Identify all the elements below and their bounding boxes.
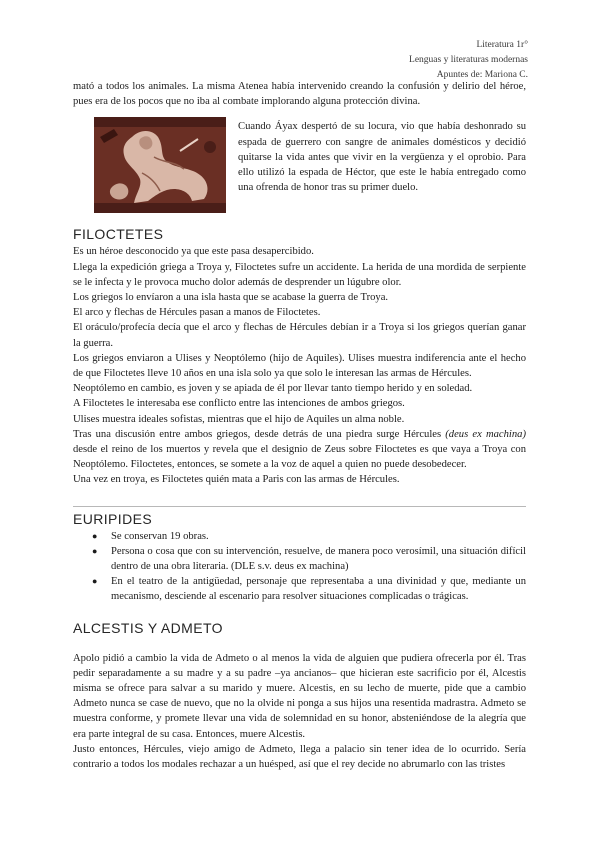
filoctetes-paragraph: El arco y flechas de Hércules pasan a manos de Filoctetes. xyxy=(73,307,321,319)
section-title-euripides: EURIPIDES xyxy=(73,510,153,527)
filoctetes-paragraph: Neoptólemo en cambio, es joven y se apiada de él por llevar tanto tiempo herido y en soledad. xyxy=(73,383,473,395)
list-item xyxy=(92,544,526,574)
list-item-text: Se conservan 19 obras. xyxy=(111,530,209,542)
deus-text-after: desde el reino de los muertos y revela que el designio de Zeus sobre Filoctetes es que vaya a Troya con Neoptólemo. Filoctetes, entonces, se somete a la voz de aquel a quien no puede desobedecer. xyxy=(73,444,526,471)
header-author: Apuntes de: Mariona C. xyxy=(436,70,528,80)
section-title-filoctetes: FILOCTETES xyxy=(73,226,164,243)
page-header xyxy=(409,38,528,83)
ajax-vase-image xyxy=(94,117,226,213)
header-course: Literatura 1r° xyxy=(476,40,528,50)
deus-text-before: Tras una discusión entre ambos griegos, desde detrás de una piedra surge Hércules xyxy=(73,428,446,440)
section-title-alcestis: ALCESTIS Y ADMETO xyxy=(73,619,223,636)
alcestis-paragraph: Justo entonces, Hércules, viejo amigo de Admeto, llega a palacio sin tener idea de lo ocurrido. Sería contrario a todos los modales rechazar a un huésped, así que el rey decide no abrumarlo con las tristes xyxy=(73,743,526,771)
filoctetes-paragraph: Llega la expedición griega a Troya y, Filoctetes sufre un accidente. La herida de una mordida de serpiente se le infecta y le provoca mucho dolor además de desprender un lúgubre olor. xyxy=(73,261,526,288)
ajax-paragraph: Cuando Áyax despertó de su locura, vio que había deshonrado su espada de guerrero con sangre de animales domésticos y decidió quitarse la vida antes que vivir en la vergüenza y el oprobio. Para ello utilizó la espada de Héctor, que este le había entregado como una ofrenda de honor tras su primer duelo. xyxy=(238,121,526,194)
list-item xyxy=(92,574,526,604)
figure-row xyxy=(73,117,526,215)
filoctetes-paragraph: Ulises muestra ideales sofistas, mientras que el hijo de Aquiles un alma noble. xyxy=(73,413,405,425)
filoctetes-paragraph: A Filoctetes le interesaba ese conflicto entre las intenciones de ambos griegos. xyxy=(73,398,405,410)
filoctetes-paragraph: Los griegos lo envíaron a una isla hasta que se acabase la guerra de Troya. xyxy=(73,292,389,304)
list-item xyxy=(92,529,526,544)
deus-ex-machina-paragraph xyxy=(73,427,526,473)
bullet-icon: ● xyxy=(92,545,98,556)
filoctetes-paragraph: Los griegos enviaron a Ulises y Neoptólemo (hijo de Aquiles). Ulises muestra indiferencia ante el hecho de que Filoctetes lleve 10 años en una isla solo ya que solo le interesan las armas de Hércules. xyxy=(73,352,526,380)
alcestis-paragraph: Apolo pidió a cambio la vida de Admeto o al menos la vida de alguien que pudiera ofrecerla por él. Tras pedir separadamente a su madre y a su padre –ya ancianos– que hicieran este sacrificio por él, Alcestis misma se ofrece para salvar a su marido y muere. Alcestis, en su lecho de muerte, pide que a cambio Admeto nunca se case de nuevo, que no la olvide ni ponga a sus hijos una resentida madrastra. Admeto se muestra conforme, y promete llevar una vida de solemnidad en su honor, absteniéndose de la alegría que era parte integral de su casa. Entonces, muere Alcestis. xyxy=(73,652,526,740)
header-degree: Lenguas y literaturas modernas xyxy=(409,55,528,65)
list-item-text: Persona o cosa que con su intervención, resuelve, de manera poco verosímil, una situación difícil dentro de una obra literaria. (DLE s.v. deus ex machina) xyxy=(111,545,526,573)
section-divider xyxy=(73,506,526,507)
intro-paragraph: mató a todos los animales. La misma Atenea había intervenido creando la confusión y delirio del héroe, pues era de los pocos que no iba al combate implorando alguna protección divina. xyxy=(73,81,526,108)
euripides-list xyxy=(73,529,526,605)
document-body xyxy=(73,79,526,772)
deus-ex-machina-term: (deus ex machina) xyxy=(445,428,526,440)
list-item-text: En el teatro de la antigüedad, personaje que representaba a una divinidad y que, mediante un mecanismo, desciende al escenario para resolver situaciones complicadas o trágicas. xyxy=(111,576,526,603)
bullet-icon: ● xyxy=(92,530,98,541)
filoctetes-paragraph: El oráculo/profecía decía que el arco y flechas de Hércules debían ir a Troya si los griegos querían ganar la guerra. xyxy=(73,322,526,349)
filoctetes-final-paragraph: Una vez en troya, es Filoctetes quién mata a Paris con las armas de Hércules. xyxy=(73,474,400,486)
filoctetes-paragraph: Es un héroe desconocido ya que este pasa desapercibido. xyxy=(73,246,314,258)
bullet-icon: ● xyxy=(92,576,98,587)
